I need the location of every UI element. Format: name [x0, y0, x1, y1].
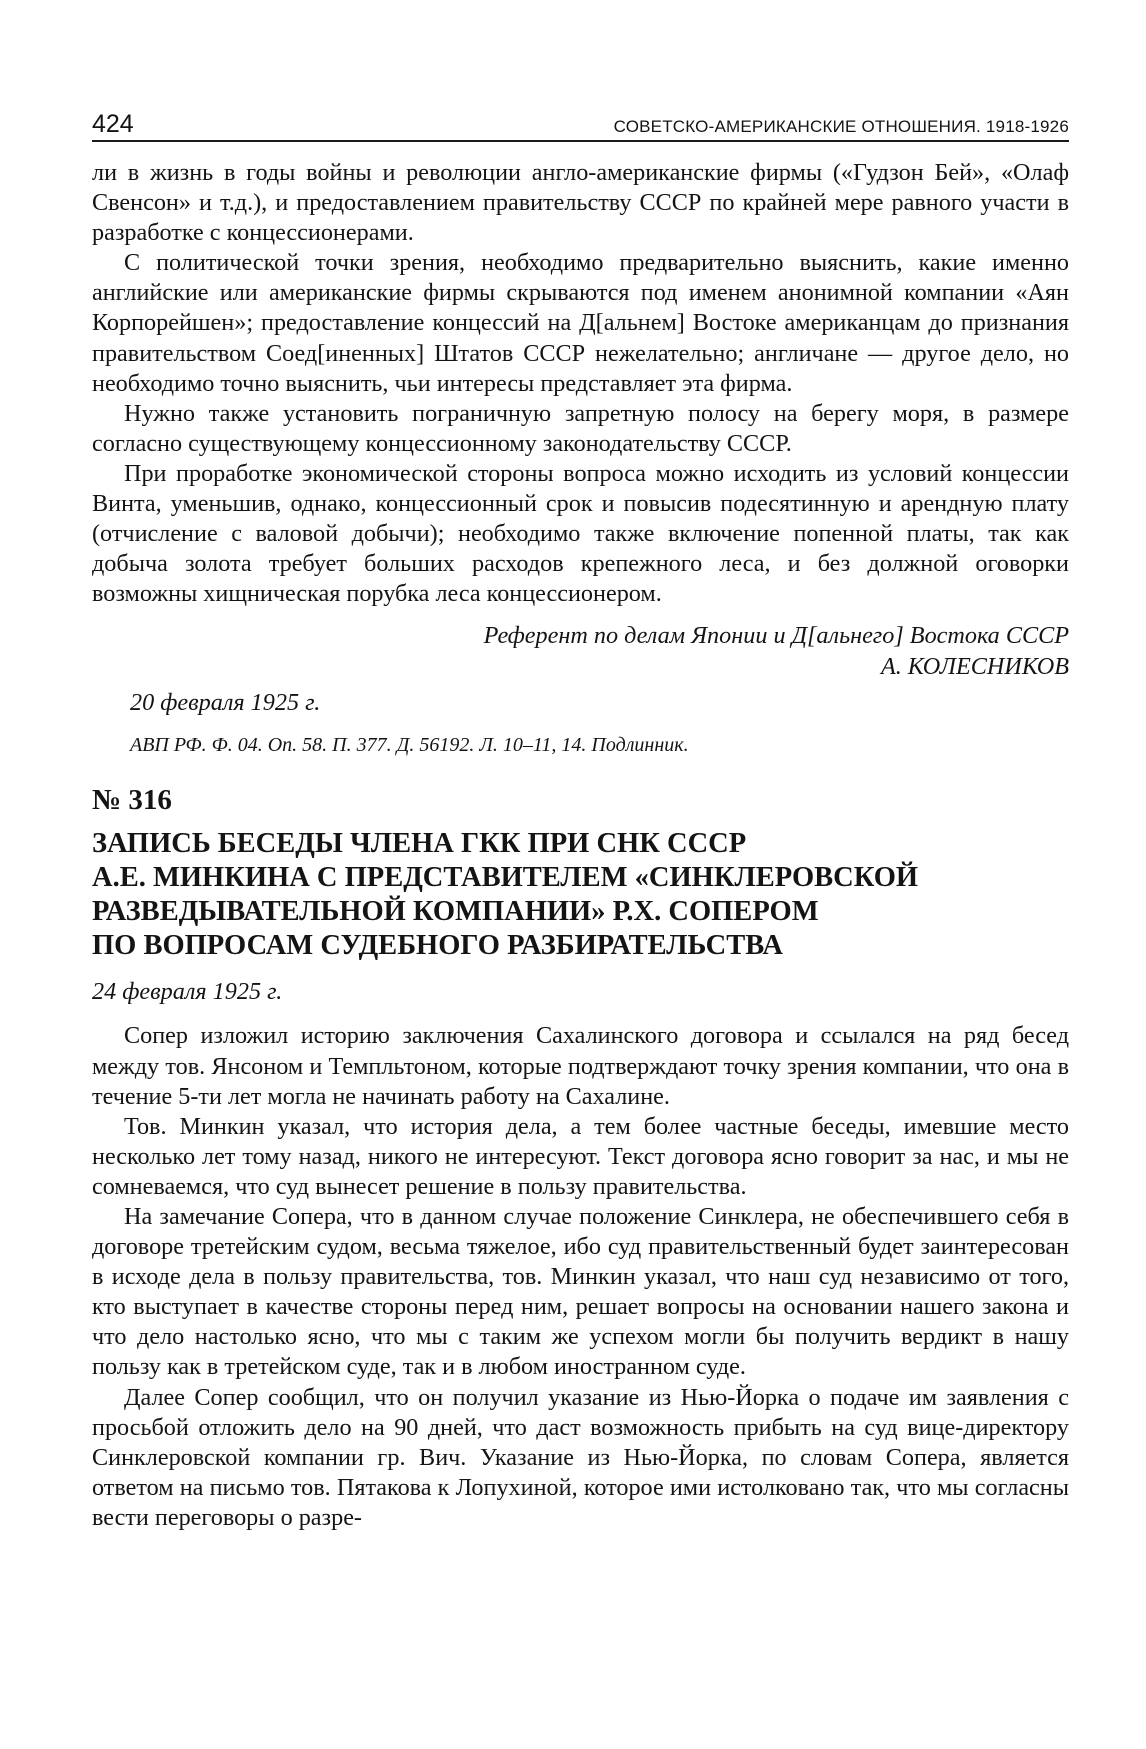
- page-number: 424: [92, 110, 134, 138]
- paragraph: При проработке экономической стороны вопроса можно исходить из условий концессии Винта, уменьшив, однако, концессионный срок и повысив подесятинную и арендную плату (отчисление с валовой добычи); необходимо также включение попенной платы, так как добыча золота требует больших расходов крепежного леса, и без должной оговорки возможны хищническая порубка леса концессионером.: [92, 459, 1069, 608]
- book-page: [92, 108, 1069, 1533]
- archive-reference: АВП РФ. Ф. 04. Оп. 58. П. 377. Д. 56192. Л. 10–11, 14. Подлинник.: [130, 734, 689, 757]
- paragraph: Далее Сопер сообщил, что он получил указание из Нью-Йорка о подаче им заявления с просьбой отложить дело на 90 дней, что даст возможность прибыть на суд вице-директору Синклеровской компании гр. Вич. Указание из Нью-Йорка, по словам Сопера, является ответом на письмо тов. Пятакова к Лопухиной, которое ими истолковано так, что мы согласны вести переговоры о разре-: [92, 1383, 1069, 1531]
- document-date: 20 февраля 1925 г.: [130, 689, 321, 717]
- paragraph: На замечание Сопера, что в данном случае положение Синклера, не обеспечившего себя в договоре третейским судом, весьма тяжелое, ибо суд правительственный будет заинтересован в исходе дела в пользу правительства, тов. Минкин указал, что наш суд независимо от того, кто выступает в качестве стороны перед ним, решает вопросы на основании нашего закона и что дело настолько ясно, что мы с таким же успехом могли бы получить вердикт в нашу пользу как в третейском суде, так и в любом иностранном суде.: [92, 1202, 1069, 1381]
- conversation-date: 24 февраля 1925 г.: [92, 978, 283, 1006]
- paragraph: Нужно также установить пограничную запретную полосу на берегу моря, в размере согласно существующему концессионному законодательству СССР.: [92, 399, 1069, 457]
- signature-position: Референт по делам Японии и Д[альнего] Востока СССР: [483, 622, 1069, 650]
- document-title: [92, 827, 1069, 963]
- page-content: [92, 158, 1069, 1533]
- document-body: [92, 1021, 1069, 1533]
- paragraph: Тов. Минкин указал, что история дела, а тем более частные беседы, имевшие место несколько лет тому назад, никого не интересуют. Текст договора ясно говорит за нас, и мы не сомневаемся, что суд вынесет решение в пользу правительства.: [92, 1112, 1069, 1200]
- title-line: ЗАПИСЬ БЕСЕДЫ ЧЛЕНА ГКК ПРИ СНК СССР: [92, 828, 747, 860]
- document-number: № 316: [92, 784, 172, 817]
- signature-name: А. КОЛЕСНИКОВ: [880, 652, 1069, 680]
- title-line: ПО ВОПРОСАМ СУДЕБНОГО РАЗБИРАТЕЛЬСТВА: [92, 930, 784, 962]
- running-title: СОВЕТСКО-АМЕРИКАНСКИЕ ОТНОШЕНИЯ. 1918-1926: [613, 117, 1069, 136]
- running-header: [92, 108, 1069, 142]
- paragraph-continuation: ли в жизнь в годы войны и революции англо-американские фирмы («Гудзон Бей», «Олаф Свенсон» и т.д.), и предоставлением правительству СССР по крайней мере равного участи в разработке с концессионерами.: [92, 159, 1069, 247]
- title-line: РАЗВЕДЫВАТЕЛЬНОЙ КОМПАНИИ» Р.Х. СОПЕРОМ: [92, 896, 819, 928]
- signature-block: [92, 621, 1069, 682]
- paragraph: Сопер изложил историю заключения Сахалинского договора и ссылался на ряд бесед между тов. Янсоном и Темпльтоном, которые подтверждают точку зрения компании, что она в течение 5-ти лет могла не начинать работу на Сахалине.: [92, 1022, 1069, 1110]
- paragraph: С политической точки зрения, необходимо предварительно выяснить, какие именно английские или американские фирмы скрываются под именем анонимной компании «Аян Корпорейшен»; предоставление концессий на Д[альнем] Востоке американцам до признания правительством Соед[иненных] Штатов СССР нежелательно; англичане — другое дело, но необходимо точно выяснить, чьи интересы представляет эта фирма.: [92, 249, 1069, 397]
- title-line: А.Е. МИНКИНА С ПРЕДСТАВИТЕЛЕМ «СИНКЛЕРОВСКОЙ: [92, 862, 919, 894]
